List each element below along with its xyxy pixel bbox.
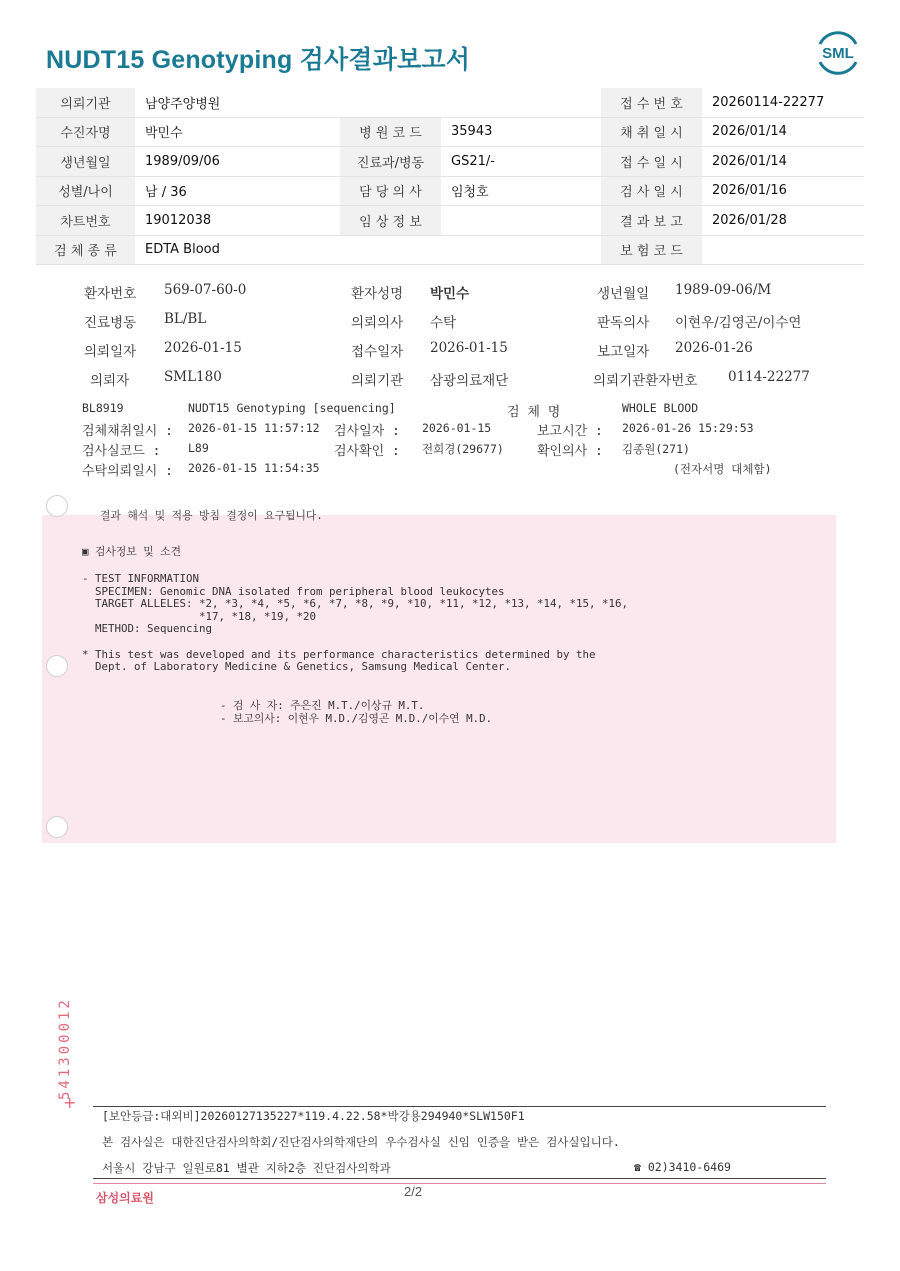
- info-row: [36, 147, 864, 177]
- info-label: 접 수 일 시: [601, 147, 702, 177]
- info-label: 채 취 일 시: [601, 117, 702, 147]
- info-label: 병 원 코 드: [340, 117, 441, 147]
- info-value: EDTA Blood: [135, 235, 340, 265]
- req-date: 2026-01-15: [164, 340, 242, 356]
- info-label: 검 사 일 시: [601, 176, 702, 206]
- req-inst: 삼광의료재단: [430, 373, 509, 389]
- specimen-name: WHOLE BLOOD: [622, 401, 699, 415]
- specimen-code: BL8919: [82, 401, 124, 415]
- security-line: [보안등급:대외비]20260127135227*119.4.22.58*박강용294940*SLW150F1: [102, 1109, 525, 1123]
- punch-hole: [46, 655, 68, 677]
- info-value: 2026/01/14: [702, 147, 864, 177]
- info-label: 검 체 종 류: [36, 235, 135, 265]
- info-label: 임 상 정 보: [340, 206, 441, 236]
- divider: [93, 1183, 826, 1184]
- info-row: [36, 235, 864, 265]
- test-information: - TEST INFORMATION SPECIMEN: Genomic DNA isolated from peripheral blood leukocytes TARGET ALLELES: *2, *3, *4, *5, *6, *7, *8, *9, *10, *11, *12, *13, *14, *15, *16, *17, *18, *19, *20 METHOD: Sequencing * This test was developed and its performance characteristics determined by the Dept. of Laboratory Medicine & Genetics, Samsung Medical Center.: [82, 572, 629, 674]
- info-value: 1989/09/06: [135, 147, 340, 177]
- inst-pid: 0114-22277: [728, 369, 810, 385]
- punch-hole: [46, 816, 68, 838]
- info-value: 35943: [441, 117, 601, 147]
- plus-mark: +: [63, 1093, 77, 1112]
- test-name: NUDT15 Genotyping [sequencing]: [188, 401, 396, 415]
- info-row: [36, 206, 864, 236]
- req-date-label: 의뢰일자: [84, 344, 137, 360]
- info-value: 남 / 36: [135, 176, 340, 206]
- ward: BL/BL: [164, 311, 207, 327]
- info-label: 보 험 코 드: [601, 235, 702, 265]
- info-label: 접 수 번 호: [601, 88, 702, 117]
- info-label: [340, 235, 441, 265]
- info-value: [441, 235, 601, 265]
- patient-name-label: 환자성명: [351, 286, 404, 302]
- divider: [93, 1178, 826, 1179]
- interpretation-note: 결과 해석 및 적용 방침 결정이 요구됩니다.: [100, 509, 323, 522]
- requester-label: 의뢰자: [90, 373, 130, 389]
- req-doc: 수탁: [430, 315, 457, 331]
- test-date-label: 검사일자 :: [334, 424, 400, 439]
- esign-note: (전자서명 대체함): [673, 462, 772, 476]
- sml-logo: [814, 30, 862, 76]
- page-number: 2/2: [404, 1184, 423, 1199]
- inst-pid-label: 의뢰기관환자번호: [593, 373, 698, 389]
- info-value: 20260114-22277: [702, 88, 864, 117]
- serial-number: 541300012: [57, 997, 73, 1100]
- rpt-date: 2026-01-26: [675, 340, 753, 356]
- address: 서울시 강남구 일원로81 별관 지하2층 진단검사의학과: [102, 1161, 391, 1175]
- certification: 본 검사실은 대한진단검사의학회/진단검사의학재단의 우수검사실 신임 인증을 받은 검사실입니다.: [102, 1135, 620, 1149]
- specimen-label: 검 체 명: [507, 405, 561, 420]
- info-label: [340, 88, 441, 117]
- staff-signature: - 검 사 자: 주은진 M.T./이상규 M.T. - 보고의사: 이현우 M.D./김영곤 M.D./이수연 M.D.: [220, 699, 493, 725]
- reader: 이현우/김영곤/이수연: [675, 315, 802, 331]
- ward-label: 진료병동: [84, 315, 137, 331]
- patient-dob-label: 생년월일: [597, 286, 650, 302]
- info-label: 차트번호: [36, 206, 135, 236]
- info-value: [441, 206, 601, 236]
- report-time-label: 보고시간 :: [537, 424, 603, 439]
- info-row: [36, 88, 864, 117]
- report-time: 2026-01-26 15:29:53: [622, 421, 754, 435]
- rcv-date-label: 접수일자: [351, 344, 404, 360]
- report-title: NUDT15 Genotyping 검사결과보고서: [46, 46, 471, 74]
- info-label: 결 과 보 고: [601, 206, 702, 236]
- info-label: 생년월일: [36, 147, 135, 177]
- rpt-date-label: 보고일자: [597, 344, 650, 360]
- rcv-date: 2026-01-15: [430, 340, 508, 356]
- phone: ☎ 02)3410-6469: [634, 1160, 731, 1174]
- req-inst-label: 의뢰기관: [351, 373, 404, 389]
- info-label: 성별/나이: [36, 176, 135, 206]
- info-value: 2026/01/14: [702, 117, 864, 147]
- info-value: GS21/-: [441, 147, 601, 177]
- info-table: [36, 88, 864, 265]
- punch-hole: [46, 495, 68, 517]
- lab-code: L89: [188, 441, 209, 455]
- info-label: 수진자명: [36, 117, 135, 147]
- lab-code-label: 검사실코드 :: [82, 444, 161, 459]
- collect-time: 2026-01-15 11:57:12: [188, 421, 320, 435]
- info-value: 2026/01/28: [702, 206, 864, 236]
- section-heading: ▣ 검사정보 및 소견: [82, 545, 182, 558]
- divider: [93, 1106, 826, 1107]
- info-label: 의뢰기관: [36, 88, 135, 117]
- info-row: [36, 117, 864, 147]
- confirm-doc-label: 확인의사 :: [537, 444, 603, 459]
- patient-id: 569-07-60-0: [164, 282, 247, 298]
- commission-time: 2026-01-15 11:54:35: [188, 461, 320, 475]
- patient-name: 박민수: [430, 286, 470, 302]
- info-value: 19012038: [135, 206, 340, 236]
- info-label: 진료과/병동: [340, 147, 441, 177]
- svg-text:SML: SML: [822, 45, 854, 62]
- info-value: [441, 88, 601, 117]
- info-value: 2026/01/16: [702, 176, 864, 206]
- hospital-name: 삼성의료원: [96, 1191, 154, 1205]
- test-date: 2026-01-15: [422, 421, 492, 435]
- info-row: [36, 176, 864, 206]
- info-value: 남양주양병원: [135, 88, 340, 117]
- info-value: 박민수: [135, 117, 340, 147]
- confirm-doc: 김종원(271): [622, 442, 690, 456]
- confirm-label: 검사확인 :: [334, 444, 400, 459]
- info-value: 임청호: [441, 176, 601, 206]
- patient-dob: 1989-09-06/M: [675, 282, 772, 298]
- req-doc-label: 의뢰의사: [351, 315, 404, 331]
- confirm: 전희경(29677): [422, 442, 504, 456]
- info-value: [702, 235, 864, 265]
- collect-label: 검체채취일시 :: [82, 424, 174, 439]
- commission-label: 수탁의뢰일시 :: [82, 464, 174, 479]
- patient-id-label: 환자번호: [84, 286, 137, 302]
- info-label: 담 당 의 사: [340, 176, 441, 206]
- requester: SML180: [164, 369, 222, 385]
- reader-label: 판독의사: [597, 315, 650, 331]
- result-panel: [42, 515, 836, 843]
